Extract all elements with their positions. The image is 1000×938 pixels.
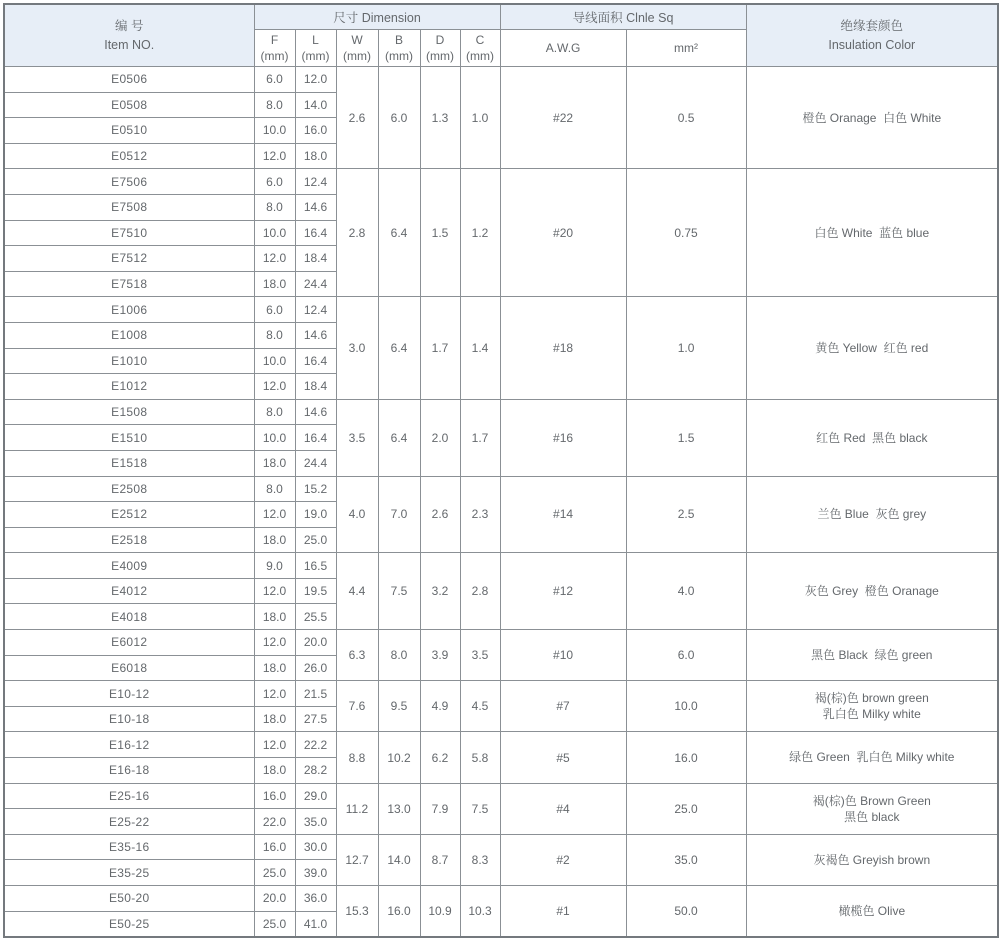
b-mm-cell: 6.4: [378, 297, 420, 399]
f-mm-cell: 9.0: [254, 553, 295, 579]
f-mm-cell: 8.0: [254, 322, 295, 348]
insulation-color-line: 橙色 Oranage 白色 White: [802, 110, 942, 125]
c-mm-cell: 10.3: [460, 886, 500, 938]
w-mm-cell: 7.6: [336, 681, 378, 732]
col-header-wire-area: 导线面积 Clnle Sq: [500, 4, 746, 30]
spec-row-E1508: [4, 399, 998, 425]
insulation-color-cell: [746, 886, 998, 938]
item-no-cell: E25-22: [4, 809, 254, 835]
l-mm-cell: 24.4: [295, 450, 336, 476]
f-mm-cell: 25.0: [254, 860, 295, 886]
f-mm-cell: 8.0: [254, 399, 295, 425]
insulation-color-cell: [746, 732, 998, 783]
l-mm-cell: 16.4: [295, 348, 336, 374]
c-mm-cell: 1.2: [460, 169, 500, 297]
item-no-cell: E6018: [4, 655, 254, 681]
awg-cell: #22: [500, 67, 626, 169]
insulation-label-en: Insulation Color: [828, 37, 916, 52]
w-mm-cell: 2.6: [336, 67, 378, 169]
f-mm-cell: 16.0: [254, 834, 295, 860]
insulation-color-cell: [746, 297, 998, 399]
col-header-dimension: 尺寸 Dimension: [254, 4, 500, 30]
d-mm-cell: 3.2: [420, 553, 460, 630]
d-mm-cell: 7.9: [420, 783, 460, 834]
awg-cell: #12: [500, 553, 626, 630]
l-mm-cell: 22.2: [295, 732, 336, 758]
insulation-color-line: 绿色 Green 乳白色 Milky white: [789, 750, 955, 765]
item-no-cell: E1518: [4, 450, 254, 476]
item-no-cell: E50-20: [4, 886, 254, 912]
d-mm-cell: 4.9: [420, 681, 460, 732]
l-mm-cell: 29.0: [295, 783, 336, 809]
item-no-cell: E1010: [4, 348, 254, 374]
b-mm-cell: 10.2: [378, 732, 420, 783]
l-mm-cell: 18.0: [295, 143, 336, 169]
l-mm-cell: 18.4: [295, 246, 336, 272]
terminal-spec-table: [3, 3, 999, 938]
w-mm-cell: 3.0: [336, 297, 378, 399]
d-mm-cell: 2.6: [420, 476, 460, 553]
insulation-color-line: 黑色 Black 绿色 green: [811, 648, 933, 663]
awg-cell: #2: [500, 834, 626, 885]
item-no-cell: E10-12: [4, 681, 254, 707]
insulation-color-line: 乳白色 Milky white: [822, 707, 921, 722]
l-mm-cell: 27.5: [295, 706, 336, 732]
spec-row-E7506: [4, 169, 998, 195]
b-mm-cell: 8.0: [378, 630, 420, 681]
col-header-item-no: [4, 4, 254, 67]
c-mm-cell: 3.5: [460, 630, 500, 681]
awg-cell: #5: [500, 732, 626, 783]
awg-cell: #14: [500, 476, 626, 553]
l-mm-cell: 14.6: [295, 399, 336, 425]
l-mm-cell: 28.2: [295, 758, 336, 784]
item-no-cell: E0508: [4, 92, 254, 118]
l-mm-cell: 25.0: [295, 527, 336, 553]
b-mm-cell: 7.5: [378, 553, 420, 630]
l-mm-cell: 15.2: [295, 476, 336, 502]
c-mm-cell: 2.8: [460, 553, 500, 630]
c-mm-cell: 1.0: [460, 67, 500, 169]
insulation-color-line: 黑色 black: [844, 809, 900, 824]
col-header-b-mm: B (mm): [378, 30, 420, 67]
b-mm-cell: 13.0: [378, 783, 420, 834]
insulation-color-line: 白色 White 蓝色 blue: [814, 225, 930, 240]
spec-row-E35-16: [4, 834, 998, 860]
mm2-cell: 2.5: [626, 476, 746, 553]
l-mm-cell: 14.0: [295, 92, 336, 118]
b-mm-cell: 6.0: [378, 67, 420, 169]
mm2-cell: 4.0: [626, 553, 746, 630]
awg-cell: #7: [500, 681, 626, 732]
w-mm-cell: 2.8: [336, 169, 378, 297]
f-mm-cell: 6.0: [254, 67, 295, 93]
c-mm-cell: 7.5: [460, 783, 500, 834]
l-mm-cell: 12.0: [295, 67, 336, 93]
spec-row-E2508: [4, 476, 998, 502]
item-no-cell: E7508: [4, 194, 254, 220]
item-no-cell: E7518: [4, 271, 254, 297]
spec-row-E25-16: [4, 783, 998, 809]
col-header-c-mm: C (mm): [460, 30, 500, 67]
item-no-cell: E2512: [4, 502, 254, 528]
table-header: [4, 4, 998, 67]
mm2-cell: 0.5: [626, 67, 746, 169]
c-mm-cell: 1.7: [460, 399, 500, 476]
insulation-color-cell: [746, 169, 998, 297]
item-no-cell: E0510: [4, 118, 254, 144]
f-mm-cell: 22.0: [254, 809, 295, 835]
item-no-label-en: Item NO.: [104, 37, 155, 52]
insulation-color-line: 橄榄色 Olive: [838, 904, 906, 918]
insulation-color-cell: [746, 476, 998, 553]
f-mm-cell: 16.0: [254, 783, 295, 809]
f-mm-cell: 10.0: [254, 348, 295, 374]
spec-row-E4009: [4, 553, 998, 579]
item-no-cell: E50-25: [4, 911, 254, 937]
f-mm-cell: 12.0: [254, 502, 295, 528]
l-mm-cell: 12.4: [295, 169, 336, 195]
w-mm-cell: 11.2: [336, 783, 378, 834]
item-no-cell: E0512: [4, 143, 254, 169]
mm2-cell: 50.0: [626, 886, 746, 938]
insulation-label-zh: 绝缘套颜色: [840, 19, 904, 34]
item-no-cell: E1008: [4, 322, 254, 348]
mm2-cell: 10.0: [626, 681, 746, 732]
item-no-cell: E7510: [4, 220, 254, 246]
l-mm-cell: 19.5: [295, 578, 336, 604]
f-mm-cell: 18.0: [254, 527, 295, 553]
spec-row-E0506: [4, 67, 998, 93]
f-mm-cell: 18.0: [254, 758, 295, 784]
col-header-w-mm: W (mm): [336, 30, 378, 67]
d-mm-cell: 3.9: [420, 630, 460, 681]
l-mm-cell: 26.0: [295, 655, 336, 681]
l-mm-cell: 12.4: [295, 297, 336, 323]
spec-row-E16-12: [4, 732, 998, 758]
f-mm-cell: 10.0: [254, 118, 295, 144]
item-no-cell: E1006: [4, 297, 254, 323]
insulation-color-line: 灰色 Grey 橙色 Oranage: [804, 584, 939, 599]
insulation-color-cell: [746, 783, 998, 834]
insulation-color-line: 褐(棕)色 brown green: [814, 691, 929, 706]
item-no-label-zh: 编 号: [115, 19, 144, 34]
w-mm-cell: 6.3: [336, 630, 378, 681]
l-mm-cell: 16.4: [295, 220, 336, 246]
item-no-cell: E16-18: [4, 758, 254, 784]
l-mm-cell: 20.0: [295, 630, 336, 656]
col-header-awg: A.W.G: [500, 30, 626, 67]
mm2-cell: 0.75: [626, 169, 746, 297]
item-no-cell: E10-18: [4, 706, 254, 732]
f-mm-cell: 10.0: [254, 220, 295, 246]
l-mm-cell: 14.6: [295, 194, 336, 220]
f-mm-cell: 18.0: [254, 604, 295, 630]
item-no-cell: E16-12: [4, 732, 254, 758]
item-no-cell: E4012: [4, 578, 254, 604]
insulation-color-line: 兰色 Blue 灰色 grey: [817, 507, 927, 522]
b-mm-cell: 9.5: [378, 681, 420, 732]
f-mm-cell: 20.0: [254, 886, 295, 912]
mm2-cell: 16.0: [626, 732, 746, 783]
spec-row-E6012: [4, 630, 998, 656]
d-mm-cell: 8.7: [420, 834, 460, 885]
item-no-cell: E1012: [4, 374, 254, 400]
f-mm-cell: 10.0: [254, 425, 295, 451]
insulation-color-cell: [746, 399, 998, 476]
awg-cell: #16: [500, 399, 626, 476]
item-no-cell: E6012: [4, 630, 254, 656]
item-no-cell: E25-16: [4, 783, 254, 809]
mm2-cell: 1.0: [626, 297, 746, 399]
f-mm-cell: 25.0: [254, 911, 295, 937]
table-body: [4, 67, 998, 938]
w-mm-cell: 12.7: [336, 834, 378, 885]
insulation-color-line: 黄色 Yellow 红色 red: [815, 340, 929, 355]
f-mm-cell: 12.0: [254, 143, 295, 169]
l-mm-cell: 16.5: [295, 553, 336, 579]
awg-cell: #4: [500, 783, 626, 834]
f-mm-cell: 6.0: [254, 169, 295, 195]
d-mm-cell: 1.3: [420, 67, 460, 169]
b-mm-cell: 6.4: [378, 399, 420, 476]
f-mm-cell: 12.0: [254, 246, 295, 272]
c-mm-cell: 8.3: [460, 834, 500, 885]
l-mm-cell: 39.0: [295, 860, 336, 886]
l-mm-cell: 19.0: [295, 502, 336, 528]
l-mm-cell: 30.0: [295, 834, 336, 860]
d-mm-cell: 1.5: [420, 169, 460, 297]
l-mm-cell: 25.5: [295, 604, 336, 630]
f-mm-cell: 18.0: [254, 450, 295, 476]
awg-cell: #20: [500, 169, 626, 297]
f-mm-cell: 8.0: [254, 194, 295, 220]
f-mm-cell: 6.0: [254, 297, 295, 323]
w-mm-cell: 15.3: [336, 886, 378, 938]
spec-row-E50-20: [4, 886, 998, 912]
c-mm-cell: 5.8: [460, 732, 500, 783]
l-mm-cell: 35.0: [295, 809, 336, 835]
l-mm-cell: 21.5: [295, 681, 336, 707]
l-mm-cell: 16.4: [295, 425, 336, 451]
item-no-cell: E0506: [4, 67, 254, 93]
b-mm-cell: 6.4: [378, 169, 420, 297]
l-mm-cell: 24.4: [295, 271, 336, 297]
item-no-cell: E2518: [4, 527, 254, 553]
col-header-mm2: mm²: [626, 30, 746, 67]
d-mm-cell: 1.7: [420, 297, 460, 399]
awg-cell: #18: [500, 297, 626, 399]
insulation-color-cell: [746, 681, 998, 732]
spec-row-E1006: [4, 297, 998, 323]
item-no-cell: E1510: [4, 425, 254, 451]
item-no-cell: E2508: [4, 476, 254, 502]
insulation-color-line: 红色 Red 黑色 black: [816, 430, 928, 445]
l-mm-cell: 18.4: [295, 374, 336, 400]
item-no-cell: E4009: [4, 553, 254, 579]
d-mm-cell: 2.0: [420, 399, 460, 476]
col-header-f-mm: F (mm): [254, 30, 295, 67]
f-mm-cell: 18.0: [254, 271, 295, 297]
f-mm-cell: 18.0: [254, 706, 295, 732]
f-mm-cell: 12.0: [254, 681, 295, 707]
mm2-cell: 35.0: [626, 834, 746, 885]
c-mm-cell: 1.4: [460, 297, 500, 399]
w-mm-cell: 3.5: [336, 399, 378, 476]
item-no-cell: E7506: [4, 169, 254, 195]
f-mm-cell: 12.0: [254, 630, 295, 656]
mm2-cell: 1.5: [626, 399, 746, 476]
f-mm-cell: 12.0: [254, 732, 295, 758]
b-mm-cell: 7.0: [378, 476, 420, 553]
l-mm-cell: 14.6: [295, 322, 336, 348]
l-mm-cell: 41.0: [295, 911, 336, 937]
item-no-cell: E1508: [4, 399, 254, 425]
f-mm-cell: 12.0: [254, 578, 295, 604]
insulation-color-cell: [746, 67, 998, 169]
item-no-cell: E4018: [4, 604, 254, 630]
l-mm-cell: 16.0: [295, 118, 336, 144]
w-mm-cell: 4.0: [336, 476, 378, 553]
w-mm-cell: 4.4: [336, 553, 378, 630]
f-mm-cell: 8.0: [254, 92, 295, 118]
col-header-insulation-color: [746, 4, 998, 67]
insulation-color-cell: [746, 630, 998, 681]
f-mm-cell: 12.0: [254, 374, 295, 400]
item-no-cell: E35-16: [4, 834, 254, 860]
mm2-cell: 6.0: [626, 630, 746, 681]
header-row-top: [4, 4, 998, 30]
awg-cell: #10: [500, 630, 626, 681]
col-header-d-mm: D (mm): [420, 30, 460, 67]
f-mm-cell: 18.0: [254, 655, 295, 681]
insulation-color-cell: [746, 834, 998, 885]
awg-cell: #1: [500, 886, 626, 938]
l-mm-cell: 36.0: [295, 886, 336, 912]
f-mm-cell: 8.0: [254, 476, 295, 502]
insulation-color-line: 灰褐色 Greyish brown: [813, 852, 931, 867]
mm2-cell: 25.0: [626, 783, 746, 834]
c-mm-cell: 4.5: [460, 681, 500, 732]
item-no-cell: E7512: [4, 246, 254, 272]
col-header-l-mm: L (mm): [295, 30, 336, 67]
d-mm-cell: 10.9: [420, 886, 460, 938]
b-mm-cell: 14.0: [378, 834, 420, 885]
insulation-color-cell: [746, 553, 998, 630]
c-mm-cell: 2.3: [460, 476, 500, 553]
insulation-color-line: 褐(棕)色 Brown Green: [812, 793, 931, 808]
d-mm-cell: 6.2: [420, 732, 460, 783]
w-mm-cell: 8.8: [336, 732, 378, 783]
spec-row-E10-12: [4, 681, 998, 707]
b-mm-cell: 16.0: [378, 886, 420, 938]
item-no-cell: E35-25: [4, 860, 254, 886]
